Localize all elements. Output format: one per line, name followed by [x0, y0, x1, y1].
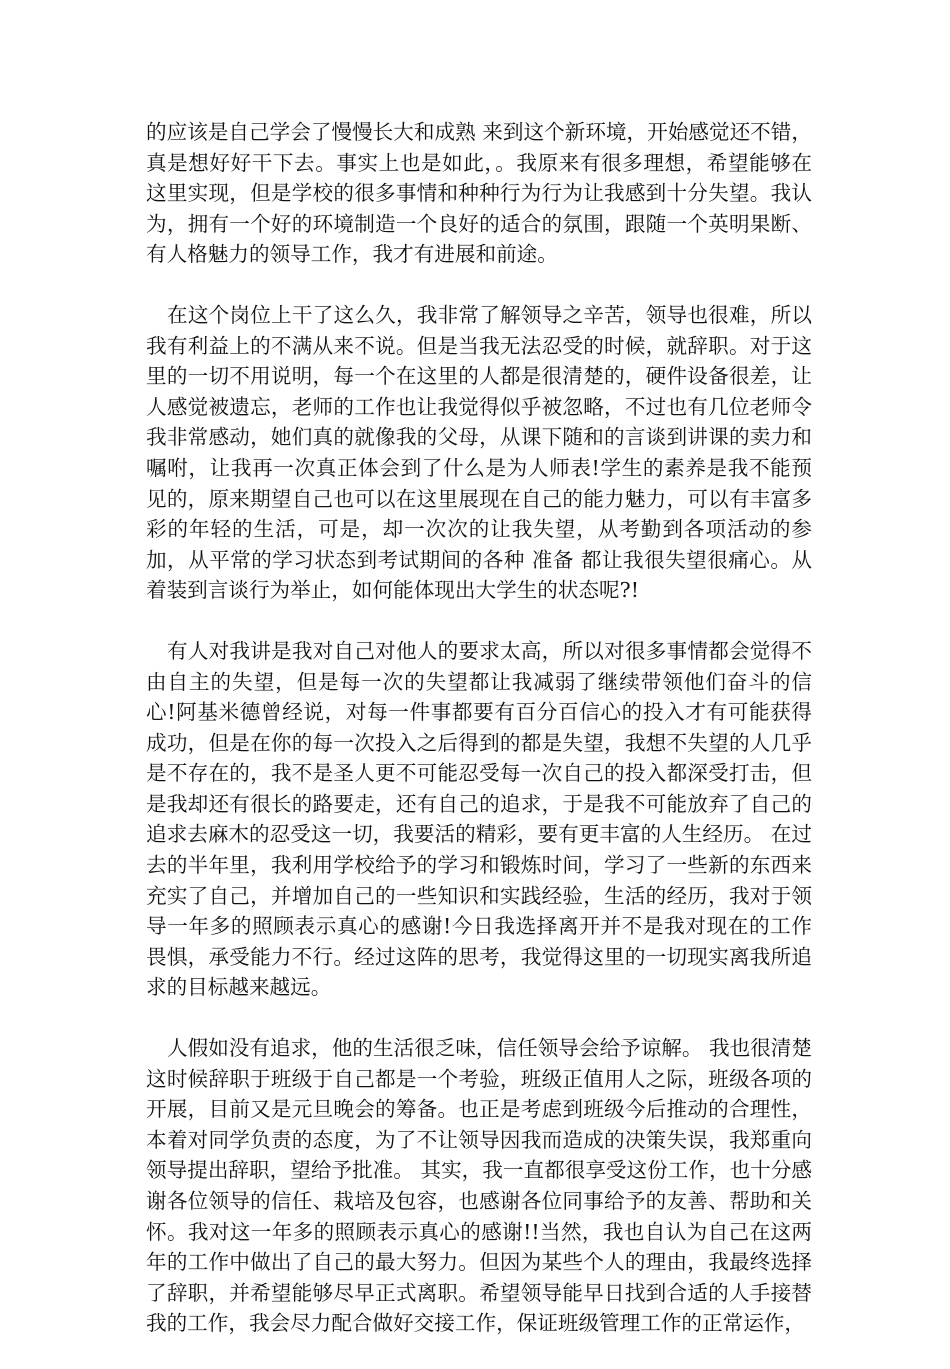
paragraph-4: 人假如没有追求，他的生活很乏味，信任领导会给予谅解。 我也很清楚这时候辞职于班级于自己都是一个考验，班级正值用人之际，班级各项的开展，目前又是元旦晚会的筹备。也正是考虑到班级今后推动的合理性，本着对同学负责的态度，为了不让领导因我而造成的决策失误，我郑重向领导提出辞职，望给予批准。 其实，我一直都很享受这份工作，也十分感谢各位领导的信任、栽培及包容，也感谢各位同事给予的友善、帮助和关怀。我对这一年多的照顾表示真心的感谢!!当然，我也自认为自己在这两年的工作中做出了自己的最大努力。但因为某些个人的理由，我最终选择了辞职，并希望能够尽早正式离职。希望领导能早日找到合适的人手接替我的工作，我会尽力配合做好交接工作，保证班级管理工作的正常运作， [146, 1036, 812, 1336]
document-body [146, 117, 812, 1369]
paragraph-1: 的应该是自己学会了慢慢长大和成熟 来到这个新环境，开始感觉还不错，真是想好好干下去。事实上也是如此，。我原来有很多理想，希望能够在这里实现，但是学校的很多事情和种种行为行为让我感到十分失望。我认为，拥有一个好的环境制造一个良好的适合的氛围，跟随一个英明果断、有人格魅力的领导工作，我才有进展和前途。 [146, 120, 812, 267]
paragraph-3: 有人对我讲是我对自己对他人的要求太高，所以对很多事情都会觉得不由自主的失望，但是每一次的失望都让我减弱了继续带领他们奋斗的信心!阿基米德曾经说，对每一件事都要有百分百信心的投入才有可能获得成功，但是在你的每一次投入之后得到的都是失望，我想不失望的人几乎是不存在的，我不是圣人更不可能忍受每一次自己的投入都深受打击，但是我却还有很长的路要走，还有自己的追求，于是我不可能放弃了自己的追求去麻木的忍受这一切，我要活的精彩，要有更丰富的人生经历。 在过去的半年里，我利用学校给予的学习和锻炼时间，学习了一些新的东西来充实了自己，并增加自己的一些知识和实践经验，生活的经历，我对于领导一年多的照顾表示真心的感谢!今日我选择离开并不是我对现在的工作畏惧，承受能力不行。经过这阵的思考，我觉得这里的一切现实离我所追求的目标越来越远。 [146, 638, 812, 1000]
paragraph-2: 在这个岗位上干了这么久，我非常了解领导之辛苦，领导也很难，所以我有利益上的不满从来不说。但是当我无法忍受的时候，就辞职。对于这里的一切不用说明，每一个在这里的人都是很清楚的，硬件设备很差，让人感觉被遗忘，老师的工作也让我觉得似乎被忽略，不过也有几位老师令我非常感动，她们真的就像我的父母，从课下随和的言谈到讲课的卖力和嘱咐，让我再一次真正体会到了什么是为人师表!学生的素养是我不能预见的，原来期望自己也可以在这里展现在自己的能力魅力，可以有丰富多彩的年轻的生活，可是，却一次次的让我失望，从考勤到各项活动的参加，从平常的学习状态到考试期间的各种 准备 都让我很失望很痛心。从着装到言谈行为举止，如何能体现出大学生的状态呢?! [146, 302, 812, 603]
